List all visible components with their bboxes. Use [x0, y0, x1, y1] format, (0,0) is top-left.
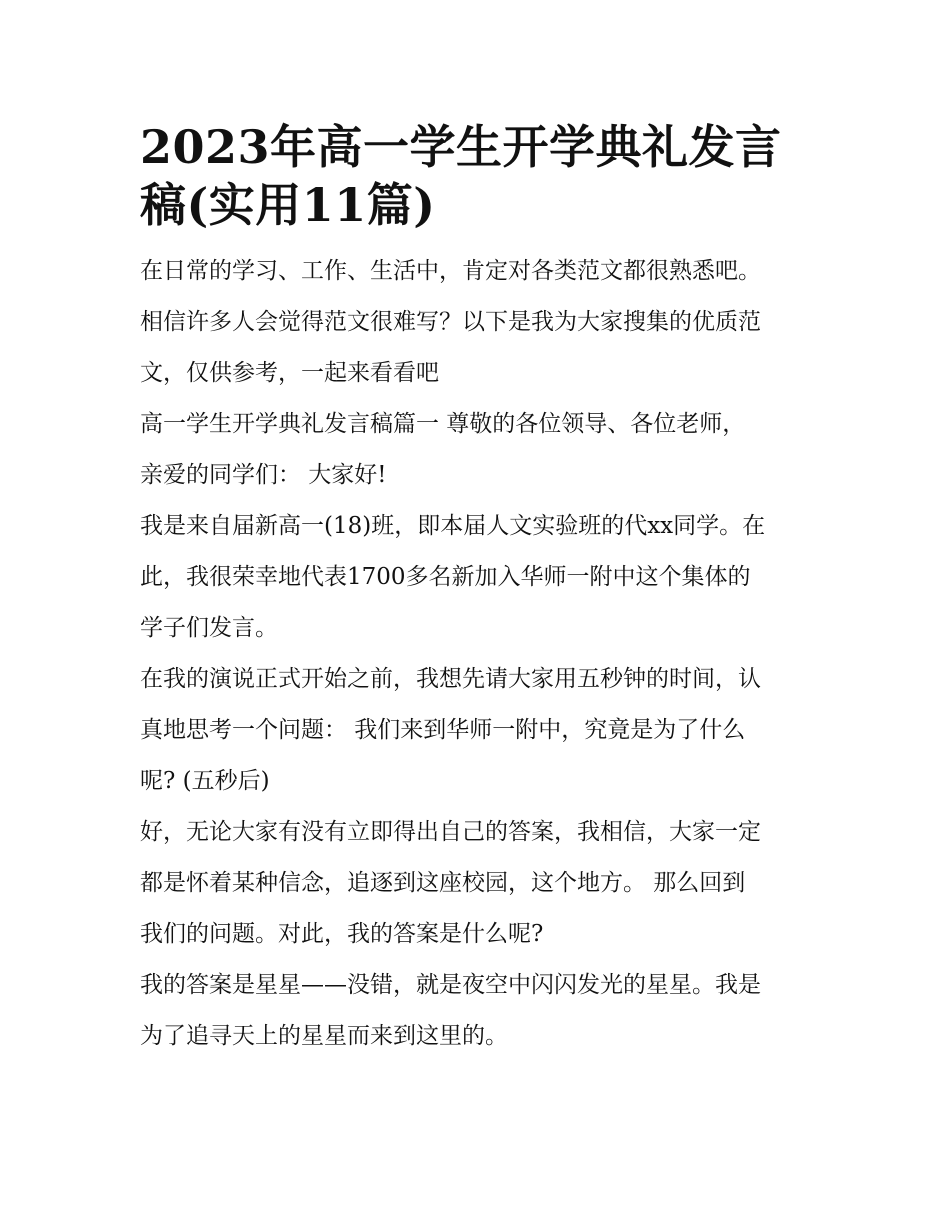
title-line-2: 稿(实用11篇): [140, 178, 436, 232]
paragraph-self-intro: [140, 501, 815, 654]
text-line: 在我的演说正式开始之前，我想先请大家用五秒钟的时间，认: [140, 666, 761, 692]
text-line: 好，无论大家有没有立即得出自己的答案，我相信，大家一定: [140, 819, 761, 845]
text-line: 我们的问题。对此，我的答案是什么呢?: [140, 921, 544, 947]
text-line: 都是怀着某种信念，追逐到这座校园，这个地方。 那么回到: [140, 870, 746, 896]
text-line: 呢? (五秒后): [140, 768, 270, 794]
document-title: [140, 118, 815, 234]
text-line: 亲爱的同学们： 大家好!: [140, 462, 387, 488]
paragraph-answer: [140, 960, 815, 1062]
text-line: 学子们发言。: [140, 615, 278, 641]
paragraph-intro: [140, 246, 815, 399]
paragraph-greeting: [140, 399, 815, 501]
text-line: 相信许多人会觉得范文很难写？以下是我为大家搜集的优质范: [140, 309, 761, 335]
document-page: [140, 118, 815, 1062]
text-line: 文，仅供参考，一起来看看吧: [140, 360, 439, 386]
document-body: [140, 246, 815, 1062]
title-line-1: 2023年高一学生开学典礼发言: [140, 120, 782, 174]
text-line: 此，我很荣幸地代表1700多名新加入华师一附中这个集体的: [140, 564, 751, 590]
paragraph-belief: [140, 807, 815, 960]
text-line: 我是来自届新高一(18)班，即本届人文实验班的代xx同学。在: [140, 513, 766, 539]
text-line: 为了追寻天上的星星而来到这里的。: [140, 1023, 508, 1049]
paragraph-question: [140, 654, 815, 807]
text-line: 高一学生开学典礼发言稿篇一 尊敬的各位领导、各位老师，: [140, 411, 746, 437]
text-line: 我的答案是星星——没错，就是夜空中闪闪发光的星星。我是: [140, 972, 761, 998]
text-line: 真地思考一个问题： 我们来到华师一附中，究竟是为了什么: [140, 717, 746, 743]
text-line: 在日常的学习、工作、生活中，肯定对各类范文都很熟悉吧。: [140, 258, 761, 284]
